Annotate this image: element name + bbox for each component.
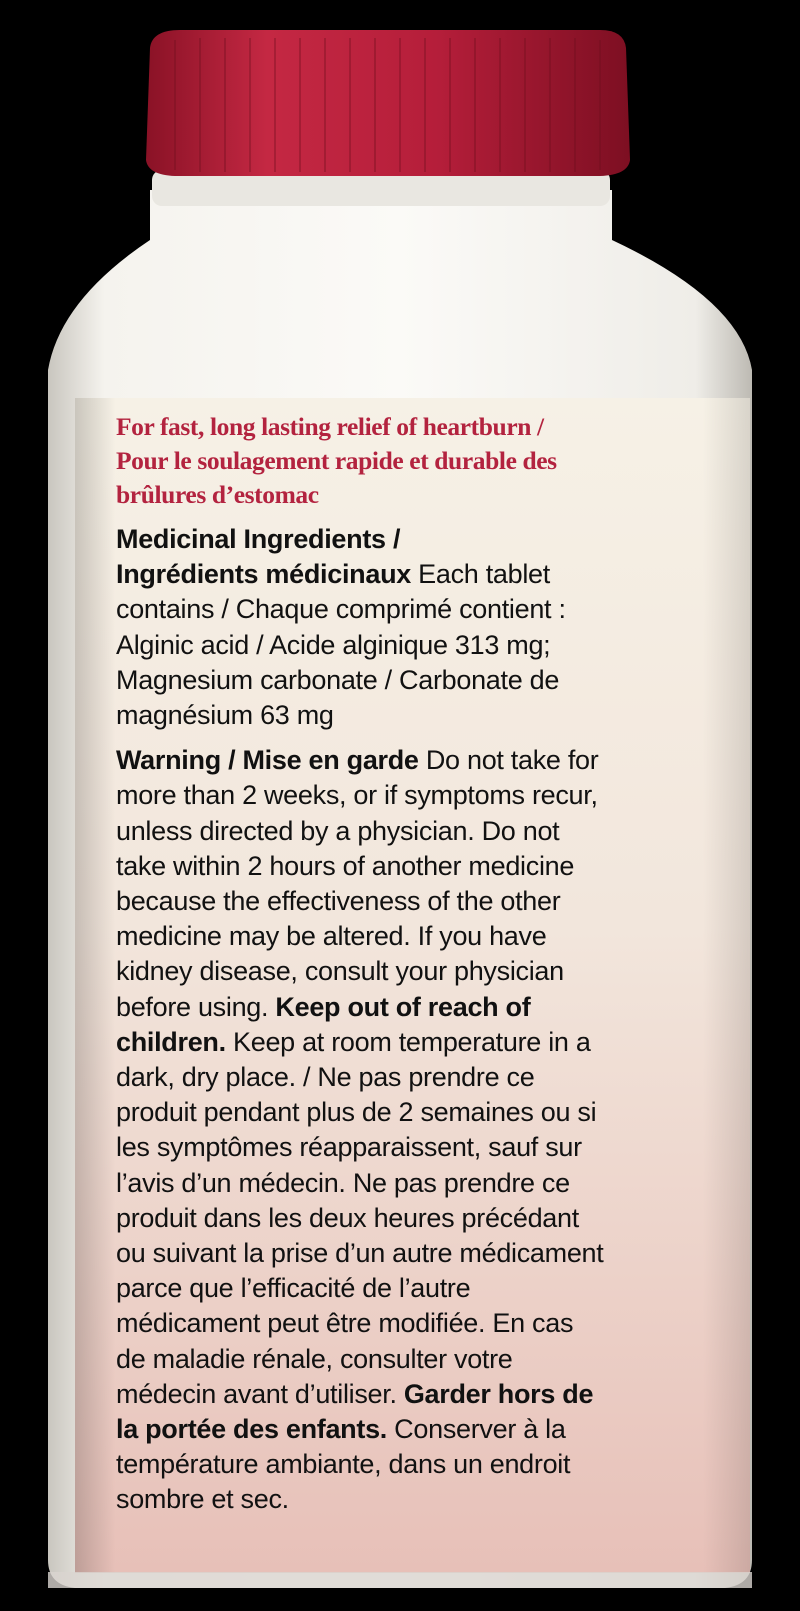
warning-line: médicament peut être modifiée. En cas xyxy=(116,1308,574,1339)
warning-line: l’avis d’un médecin. Ne pas prendre ce xyxy=(116,1167,570,1198)
headline-line: For fast, long lasting relief of heartburn / xyxy=(116,412,544,441)
warning-line: produit pendant plus de 2 semaines ou si xyxy=(116,1097,597,1128)
ingredients-line: contains / Chaque comprimé contient : xyxy=(116,594,566,625)
ingredients-line: magnésium 63 mg xyxy=(116,700,334,731)
warning-line: unless directed by a physician. Do not xyxy=(116,815,560,846)
warning-line: more than 2 weeks, or if symptoms recur, xyxy=(116,780,598,811)
label-text xyxy=(116,410,696,1528)
ingredients-line: Magnesium carbonate / Carbonate de xyxy=(116,664,560,695)
warning-text: before using. xyxy=(116,991,276,1022)
keep-out-of-reach-fr: Garder hors de xyxy=(403,1378,594,1409)
headline-line: brûlures d’estomac xyxy=(116,480,319,509)
warning-line: les symptômes réapparaissent, sauf sur xyxy=(116,1132,582,1163)
warning-line: medicine may be altered. If you have xyxy=(116,921,547,952)
warning-line: température ambiante, dans un endroit xyxy=(116,1449,571,1480)
warning-text: Do not take for xyxy=(418,745,599,776)
warning-text: médecin avant d’utiliser. xyxy=(116,1378,404,1409)
ingredients-line: Alginic acid / Acide alginique 313 mg; xyxy=(116,629,551,660)
warning-line: parce que l’efficacité de l’autre xyxy=(116,1273,471,1304)
warning-line: sombre et sec. xyxy=(116,1484,289,1515)
warning-line: because the effectiveness of the other xyxy=(116,886,561,917)
ingredients-text: Each tablet xyxy=(410,559,550,590)
warning-line: kidney disease, consult your physician xyxy=(116,956,564,987)
indication-headline xyxy=(116,410,696,512)
warning-section xyxy=(116,743,696,1517)
ingredients-heading: Medicinal Ingredients / xyxy=(116,524,401,554)
headline-line: Pour le soulagement rapide et durable des xyxy=(116,446,557,475)
warning-line: dark, dry place. / Ne pas prendre ce xyxy=(116,1062,535,1093)
warning-text: Keep at room temperature in a xyxy=(225,1026,591,1057)
warning-line: ou suivant la prise d’un autre médicament xyxy=(116,1238,604,1269)
warning-heading: Warning / Mise en garde xyxy=(116,745,419,776)
keep-out-of-reach: children. xyxy=(116,1026,226,1057)
warning-text: Conserver à la xyxy=(386,1414,566,1445)
warning-line: take within 2 hours of another medicine xyxy=(116,850,575,881)
medicinal-ingredients xyxy=(116,522,696,733)
bottle-cap xyxy=(146,30,630,176)
warning-line: produit dans les deux heures précédant xyxy=(116,1202,579,1233)
keep-out-of-reach-fr: la portée des enfants. xyxy=(116,1414,387,1445)
warning-line: de maladie rénale, consulter votre xyxy=(116,1343,513,1374)
ingredients-heading-fr: Ingrédients médicinaux xyxy=(116,559,411,590)
keep-out-of-reach: Keep out of reach of xyxy=(275,991,531,1022)
